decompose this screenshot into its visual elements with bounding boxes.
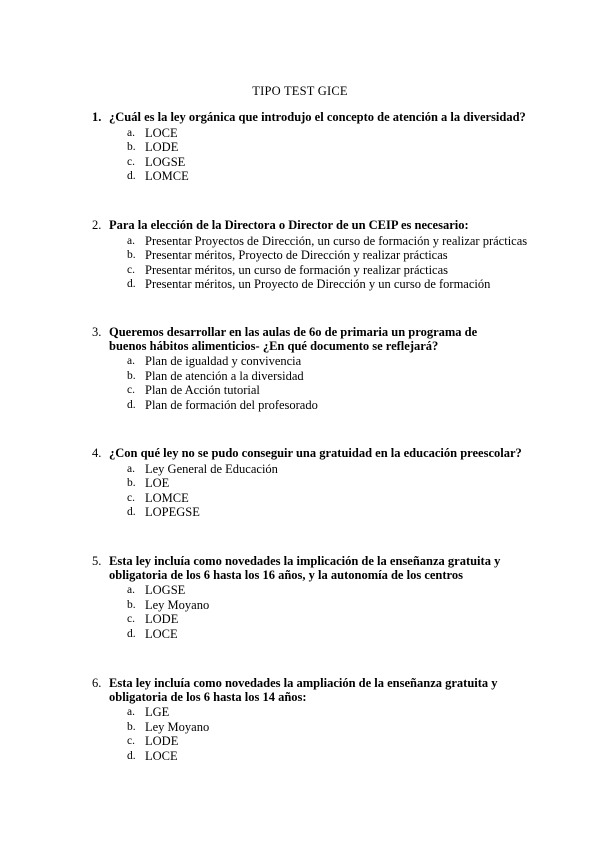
option-text: LODE xyxy=(145,140,179,154)
option-d xyxy=(0,749,600,764)
option-letter: c. xyxy=(127,613,135,625)
option-text: Plan de atención a la diversidad xyxy=(145,368,304,383)
option-letter: b. xyxy=(127,369,136,382)
option-a xyxy=(0,583,600,598)
options-list xyxy=(0,705,600,763)
question-number: 3. xyxy=(92,325,102,339)
option-letter: c. xyxy=(127,735,135,747)
option-a xyxy=(0,354,600,369)
option-text: Plan de formación del profesorado xyxy=(145,397,318,412)
options-list xyxy=(0,462,600,520)
option-text: LOGSE xyxy=(145,583,186,597)
option-c xyxy=(0,612,600,627)
option-text: LOPEGSE xyxy=(145,505,200,519)
option-c xyxy=(0,263,600,278)
question-2 xyxy=(0,219,600,292)
option-a xyxy=(0,705,600,720)
option-text: Plan de igualdad y convivencia xyxy=(145,354,302,368)
options-list xyxy=(0,354,600,412)
option-letter: d. xyxy=(127,170,136,182)
option-d xyxy=(0,169,600,184)
question-text: ¿Con qué ley no se pudo conseguir una gratuidad en la educación preescolar? xyxy=(109,446,522,460)
option-text: Presentar méritos, un curso de formación y realizar prácticas xyxy=(145,262,448,277)
option-letter: b. xyxy=(127,477,136,489)
options-list xyxy=(0,234,600,292)
option-text: Presentar méritos, Proyecto de Dirección y realizar prácticas xyxy=(145,248,448,262)
question-text: Queremos desarrollar en las aulas de 6o de primaria un programa de buenos hábitos alimenticios- ¿En qué documento se reflejará? xyxy=(109,325,478,353)
option-b xyxy=(0,720,600,735)
option-text: LOE xyxy=(145,476,170,490)
option-letter: a. xyxy=(127,462,135,475)
option-c xyxy=(0,155,600,170)
options-list xyxy=(0,126,600,184)
option-letter: b. xyxy=(127,598,136,611)
question-text: ¿Cuál es la ley orgánica que introdujo el concepto de atención a la diversidad? xyxy=(109,110,526,124)
option-a xyxy=(0,126,600,141)
option-text: LOMCE xyxy=(145,169,189,183)
question-number: 6. xyxy=(92,676,102,690)
option-a xyxy=(0,462,600,477)
option-letter: d. xyxy=(127,506,136,518)
option-d xyxy=(0,398,600,413)
question-number: 1. xyxy=(92,110,102,124)
option-b xyxy=(0,140,600,155)
page-title: TIPO TEST GICE xyxy=(252,84,348,98)
option-text: Presentar Proyectos de Dirección, un curso de formación y realizar prácticas xyxy=(145,233,528,248)
option-c xyxy=(0,734,600,749)
question-4 xyxy=(0,447,600,520)
option-letter: b. xyxy=(127,141,136,153)
option-letter: c. xyxy=(127,384,135,396)
question-text: Esta ley incluía como novedades la ampliación de la enseñanza gratuita y obligatoria de los 6 hasta los 14 años: xyxy=(109,676,498,704)
option-text: LOCE xyxy=(145,748,178,763)
option-letter: d. xyxy=(127,749,136,762)
option-c xyxy=(0,491,600,506)
option-letter: d. xyxy=(127,627,136,640)
option-letter: a. xyxy=(127,234,135,247)
question-number: 5. xyxy=(92,554,102,568)
option-text: LOCE xyxy=(145,626,178,641)
question-3 xyxy=(0,326,600,412)
option-letter: a. xyxy=(127,584,135,596)
option-text: Presentar méritos, un Proyecto de Dirección y un curso de formación xyxy=(145,277,491,291)
option-d xyxy=(0,277,600,292)
option-letter: c. xyxy=(127,491,135,504)
option-letter: d. xyxy=(127,278,136,290)
option-b xyxy=(0,369,600,384)
option-text: LOCE xyxy=(145,125,178,140)
option-letter: d. xyxy=(127,398,136,411)
option-letter: b. xyxy=(127,249,136,261)
option-text: LGE xyxy=(145,705,170,719)
option-b xyxy=(0,476,600,491)
option-text: LODE xyxy=(145,612,179,626)
option-text: LODE xyxy=(145,734,179,748)
option-text: Ley General de Educación xyxy=(145,461,278,476)
question-text: Esta ley incluía como novedades la implicación de la enseñanza gratuita y obligatoria de los 6 hasta los 16 años, y la autonomía de los centros xyxy=(109,554,501,582)
option-d xyxy=(0,627,600,642)
option-b xyxy=(0,248,600,263)
option-d xyxy=(0,505,600,520)
option-text: LOMCE xyxy=(145,490,189,505)
question-1 xyxy=(0,111,600,184)
question-number: 2. xyxy=(92,218,102,232)
option-letter: c. xyxy=(127,263,135,276)
option-letter: b. xyxy=(127,720,136,733)
option-text: Plan de Acción tutorial xyxy=(145,383,260,397)
option-text: Ley Moyano xyxy=(145,597,210,612)
option-letter: a. xyxy=(127,355,135,367)
question-text: Para la elección de la Directora o Director de un CEIP es necesario: xyxy=(109,218,469,232)
option-text: Ley Moyano xyxy=(145,719,210,734)
option-letter: c. xyxy=(127,155,135,168)
option-b xyxy=(0,598,600,613)
option-letter: a. xyxy=(127,126,135,139)
question-number: 4. xyxy=(92,446,102,460)
question-6 xyxy=(0,677,600,763)
option-letter: a. xyxy=(127,706,135,718)
option-text: LOGSE xyxy=(145,154,186,169)
options-list xyxy=(0,583,600,641)
option-a xyxy=(0,234,600,249)
question-5 xyxy=(0,555,600,641)
option-c xyxy=(0,383,600,398)
